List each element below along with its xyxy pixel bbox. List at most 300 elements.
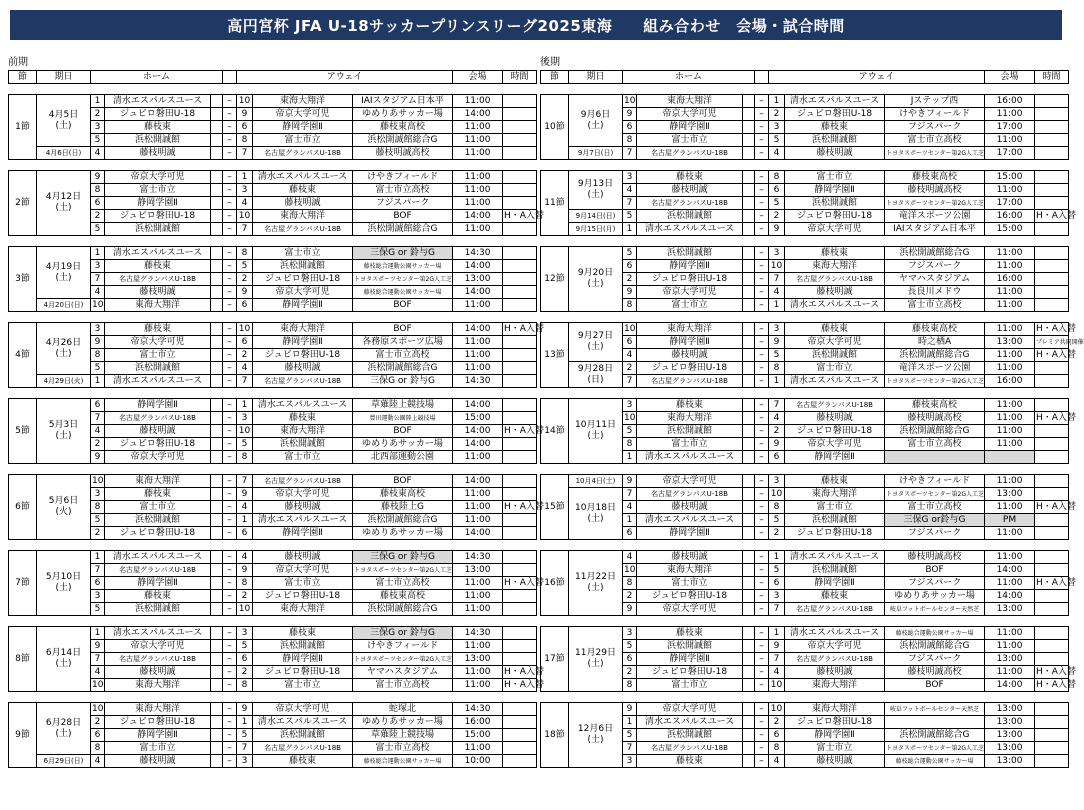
spacer-cell: [743, 134, 755, 147]
home-seed: 3: [623, 399, 637, 412]
remarks: [1035, 299, 1069, 312]
kickoff-time: 16:00: [985, 95, 1035, 108]
venue: 三保G or 鈴与G: [353, 247, 453, 260]
remarks: H・A入替: [1036, 210, 1076, 221]
home-team: 東海大翔洋: [637, 412, 743, 425]
separator-cell: [9, 388, 537, 399]
versus-dash: –: [755, 501, 769, 514]
versus-dash: –: [223, 653, 237, 666]
home-team: 静岡学園Ⅱ: [637, 121, 743, 134]
spacer-cell: [211, 564, 223, 577]
remarks: [503, 590, 537, 603]
spacer-cell: [211, 147, 223, 160]
versus-dash: –: [755, 527, 769, 540]
remarks: [1035, 627, 1069, 640]
home-team: 名古屋グランパスU-18B: [105, 653, 211, 666]
remarks: [1035, 399, 1069, 412]
remarks: H・A入替: [1036, 349, 1076, 360]
spacer-cell: [211, 514, 223, 527]
away-seed: 7: [769, 399, 785, 412]
kickoff-time: 16:00: [985, 273, 1035, 286]
home-seed: 3: [91, 590, 105, 603]
remarks: [503, 475, 537, 488]
home-seed: 6: [623, 653, 637, 666]
venue: 藤枝東高校: [885, 323, 985, 336]
versus-dash: –: [755, 299, 769, 312]
remarks: [1035, 551, 1069, 564]
kickoff-time: 13:00: [453, 273, 503, 286]
home-seed: 6: [91, 399, 105, 412]
spacer-cell: [743, 323, 755, 336]
remarks: [503, 171, 537, 184]
home-seed: 9: [91, 171, 105, 184]
home-seed: 2: [623, 273, 637, 286]
round-separator: [9, 312, 537, 323]
away-team: 静岡学園Ⅱ: [253, 653, 353, 666]
kickoff-time: 11:00: [985, 551, 1035, 564]
away-seed: 5: [769, 197, 785, 210]
spacer-cell: [211, 666, 223, 679]
home-seed: 6: [91, 197, 105, 210]
round-separator: [541, 616, 1069, 627]
remarks: [503, 362, 537, 375]
spacer-cell: [743, 716, 755, 729]
venue: 藤枝明誠高校: [885, 412, 985, 425]
home-team: 富士市立: [637, 438, 743, 451]
home-seed: 9: [623, 108, 637, 121]
home-seed: 10: [624, 95, 636, 106]
round-separator: [541, 388, 1069, 399]
home-seed: 6: [91, 729, 105, 742]
column-header: アウェイ: [769, 71, 985, 84]
versus-dash: –: [223, 349, 237, 362]
venue: 藤枝総合運動公園サッカー場: [353, 755, 453, 768]
remarks: [503, 184, 537, 197]
home-seed: 4: [91, 666, 105, 679]
round-name: 5節: [9, 399, 37, 464]
away-team: 浜松開誠館: [253, 438, 353, 451]
match-date: 5月3日 (土): [37, 399, 91, 464]
versus-dash: –: [223, 603, 237, 616]
remarks: [1035, 260, 1069, 273]
remarks: [1035, 184, 1069, 197]
home-seed: 3: [91, 121, 105, 134]
home-team: 東海大翔洋: [105, 299, 211, 312]
venue: 浜松開誠館総合G: [353, 134, 453, 147]
spacer-cell: [743, 438, 755, 451]
away-seed: 1: [769, 627, 785, 640]
away-seed: 10: [237, 603, 253, 616]
home-seed: 1: [91, 551, 105, 564]
away-seed: 9: [237, 488, 253, 501]
kickoff-time: 11:00: [453, 121, 503, 134]
venue: 浜松開誠館総合G: [885, 729, 985, 742]
versus-dash: –: [223, 223, 237, 236]
away-team: 藤枝明誠: [785, 666, 885, 679]
versus-dash: –: [755, 577, 769, 590]
versus-dash: –: [223, 210, 237, 223]
match-date: 6月28日 (土): [37, 703, 91, 755]
home-team: 帝京大学可児: [105, 640, 211, 653]
remarks: [1035, 147, 1069, 160]
kickoff-time: 11:00: [985, 577, 1035, 590]
venue: ゆめりあサッカー場: [885, 590, 985, 603]
versus-dash: –: [223, 273, 237, 286]
venue: BOF: [353, 475, 453, 488]
kickoff-time: 11:00: [985, 349, 1035, 362]
versus-dash: –: [223, 703, 237, 716]
home-team: 浜松開誠館: [105, 223, 211, 236]
versus-dash: –: [755, 323, 769, 336]
versus-dash: –: [223, 438, 237, 451]
kickoff-time: 14:00: [453, 399, 503, 412]
kickoff-time: 14:00: [453, 438, 503, 451]
versus-dash: –: [223, 742, 237, 755]
separator-cell: [541, 236, 1069, 247]
home-team: 東海大翔洋: [637, 564, 743, 577]
versus-dash: –: [223, 564, 237, 577]
home-team: 藤枝東: [637, 171, 743, 184]
home-seed: 4: [91, 425, 105, 438]
venue: 蛇塚北: [353, 703, 453, 716]
spacer-cell: [211, 716, 223, 729]
away-seed: 5: [237, 438, 253, 451]
match-date: 4月26日 (土): [37, 323, 91, 375]
away-seed: 2: [237, 349, 253, 362]
venue: フジスパーク: [885, 527, 985, 540]
venue: ヤマハスタジアム: [353, 666, 453, 679]
away-team: 浜松開誠館: [785, 134, 885, 147]
home-team: 帝京大学可児: [637, 603, 743, 616]
remarks: [503, 286, 537, 299]
away-team: 藤枝東: [785, 121, 885, 134]
venue: 富士市立高校: [353, 577, 453, 590]
home-team: 浜松開誠館: [105, 514, 211, 527]
home-team: 浜松開誠館: [105, 362, 211, 375]
away-seed: 8: [769, 171, 785, 184]
away-team: ジュビロ磐田U-18: [253, 666, 353, 679]
spacer-cell: [211, 171, 223, 184]
versus-dash: –: [755, 551, 769, 564]
home-team: 浜松開誠館: [637, 729, 743, 742]
spacer-cell: [743, 653, 755, 666]
spacer-cell: [743, 336, 755, 349]
remarks: H・A入替: [504, 210, 544, 221]
home-team: ジュビロ磐田U-18: [637, 273, 743, 286]
away-team: 帝京大学可児: [785, 640, 885, 653]
venue: トヨタスポーツセンター第2G人工芝: [885, 742, 985, 755]
venue: BOF: [353, 210, 453, 223]
home-team: 富士市立: [637, 577, 743, 590]
home-team: ジュビロ磐田U-18: [105, 527, 211, 540]
home-seed: 8: [623, 134, 637, 147]
kickoff-time: 11:00: [453, 640, 503, 653]
home-seed: 7: [91, 653, 105, 666]
away-team: 東海大翔洋: [785, 679, 885, 692]
home-seed: 10: [624, 564, 636, 575]
kickoff-time: 14:00: [985, 679, 1035, 692]
home-team: 名古屋グランパスU-18B: [637, 488, 743, 501]
match-date: 4月29日(火): [37, 375, 91, 388]
match-date: 10月18日 (土): [569, 488, 623, 540]
versus-dash: –: [223, 514, 237, 527]
separator-cell: [541, 160, 1069, 171]
venue: BOF: [353, 299, 453, 312]
versus-dash: –: [755, 184, 769, 197]
venue: 富士市立高校: [353, 679, 453, 692]
versus-dash: –: [755, 362, 769, 375]
separator-cell: [541, 692, 1069, 703]
home-seed: 8: [91, 742, 105, 755]
home-seed: 5: [91, 223, 105, 236]
away-seed: 8: [237, 451, 253, 464]
venue: 浜松開誠館総合G: [353, 514, 453, 527]
away-team: 浜松開誠館: [785, 514, 885, 527]
remarks: [503, 299, 537, 312]
versus-dash: –: [223, 108, 237, 121]
match-row: [541, 223, 1069, 236]
home-team: 藤枝明誠: [637, 349, 743, 362]
remarks: [503, 134, 537, 147]
kickoff-time: 11:00: [453, 514, 503, 527]
venue: BOF: [885, 564, 985, 577]
remarks: [503, 247, 537, 260]
remarks: H・A入替: [504, 679, 544, 690]
spacer-cell: [211, 362, 223, 375]
away-team: 藤枝明誠: [785, 755, 885, 768]
venue: フジスパーク: [885, 260, 985, 273]
venue: IAIスタジアム日本平: [885, 223, 985, 236]
versus-dash: –: [755, 108, 769, 121]
versus-dash: –: [755, 273, 769, 286]
venue: 富士市立高校: [885, 134, 985, 147]
home-team: 東海大翔洋: [105, 475, 211, 488]
versus-dash: –: [755, 679, 769, 692]
away-seed: 4: [769, 412, 785, 425]
venue: トヨタスポーツセンター第2G人工芝: [885, 147, 985, 160]
kickoff-time: 11:00: [453, 666, 503, 679]
home-seed: 3: [623, 627, 637, 640]
away-seed: 8: [237, 247, 253, 260]
home-team: 静岡学園Ⅱ: [105, 577, 211, 590]
kickoff-time: 11:00: [453, 349, 503, 362]
home-team: 富士市立: [105, 349, 211, 362]
away-team: 東海大翔洋: [253, 323, 353, 336]
versus-dash: –: [223, 399, 237, 412]
home-seed: 4: [623, 184, 637, 197]
away-seed: 5: [769, 349, 785, 362]
remarks: H・A入替: [1036, 679, 1076, 690]
round-name: 12節: [541, 247, 569, 312]
versus-dash: –: [755, 197, 769, 210]
home-team: 静岡学園Ⅱ: [105, 197, 211, 210]
away-team: 名古屋グランパスU-18B: [253, 475, 353, 488]
versus-dash: –: [223, 299, 237, 312]
kickoff-time: 11:00: [453, 171, 503, 184]
home-seed: 2: [91, 527, 105, 540]
round-name: 16節: [541, 551, 569, 616]
away-seed: 5: [769, 564, 785, 577]
venue: 豊田運動公園陸上競技場: [353, 412, 453, 425]
header-spacer: [755, 71, 769, 84]
away-team: ジュビロ磐田U-18: [785, 108, 885, 121]
match-row: [9, 551, 537, 564]
home-team: 藤枝東: [105, 323, 211, 336]
home-team: 清水エスパルスユース: [637, 716, 743, 729]
venue: [885, 451, 985, 464]
home-seed: 10: [92, 475, 104, 486]
home-team: 藤枝明誠: [637, 501, 743, 514]
away-seed: 8: [237, 134, 253, 147]
home-team: 静岡学園Ⅱ: [637, 336, 743, 349]
kickoff-time: 13:00: [453, 564, 503, 577]
round-separator: [9, 540, 537, 551]
away-seed: 9: [769, 438, 785, 451]
away-seed: 9: [237, 703, 253, 716]
venue: トヨタスポーツセンター第2G人工芝: [353, 564, 453, 577]
spacer-cell: [743, 375, 755, 388]
away-seed: 6: [237, 299, 253, 312]
header-spacer: [223, 71, 237, 84]
round-name: 13節: [541, 323, 569, 388]
spacer-cell: [211, 260, 223, 273]
kickoff-time: 11:00: [453, 603, 503, 616]
away-seed: 6: [769, 451, 785, 464]
remarks: [1035, 603, 1069, 616]
spacer-cell: [211, 134, 223, 147]
spacer-cell: [743, 171, 755, 184]
away-seed: 3: [237, 627, 253, 640]
spacer-cell: [743, 247, 755, 260]
away-team: 静岡学園Ⅱ: [785, 451, 885, 464]
match-row: [541, 323, 1069, 336]
match-date: 4月5日 (土): [37, 95, 91, 147]
remarks: [1035, 514, 1069, 527]
home-team: 帝京大学可児: [105, 171, 211, 184]
venue: 藤枝東高校: [353, 121, 453, 134]
home-team: 藤枝明誠: [105, 147, 211, 160]
home-seed: 8: [623, 679, 637, 692]
round-name: 7節: [9, 551, 37, 616]
kickoff-time: 11:00: [453, 336, 503, 349]
away-team: 富士市立: [785, 742, 885, 755]
away-seed: 3: [237, 755, 253, 768]
home-seed: 6: [623, 336, 637, 349]
home-seed: 7: [91, 273, 105, 286]
spacer-cell: [743, 273, 755, 286]
away-seed: 1: [769, 375, 785, 388]
home-team: 静岡学園Ⅱ: [105, 399, 211, 412]
kickoff-time: 13:00: [985, 603, 1035, 616]
remarks: [503, 438, 537, 451]
spacer-cell: [743, 742, 755, 755]
home-seed: 4: [91, 286, 105, 299]
venue: 竜洋スポーツ公園: [885, 362, 985, 375]
spacer-cell: [211, 627, 223, 640]
remarks: H・A入替: [504, 425, 544, 436]
versus-dash: –: [223, 323, 237, 336]
kickoff-time: 11:00: [985, 323, 1035, 336]
home-team: 名古屋グランパスU-18B: [105, 564, 211, 577]
kickoff-time: 11:00: [453, 184, 503, 197]
round-separator: [541, 464, 1069, 475]
match-row: [541, 247, 1069, 260]
home-team: ジュビロ磐田U-18: [637, 362, 743, 375]
home-team: 清水エスパルスユース: [637, 514, 743, 527]
spacer-cell: [211, 451, 223, 464]
versus-dash: –: [755, 223, 769, 236]
round-separator: [541, 236, 1069, 247]
spacer-cell: [743, 703, 755, 716]
away-seed: 4: [237, 197, 253, 210]
spacer-cell: [211, 412, 223, 425]
versus-dash: –: [755, 425, 769, 438]
versus-dash: –: [223, 501, 237, 514]
remarks: H・A入替: [1036, 501, 1076, 512]
round-name: 11節: [541, 171, 569, 236]
away-seed: 2: [769, 716, 785, 729]
away-seed: 6: [769, 184, 785, 197]
away-seed: 2: [237, 590, 253, 603]
remarks: [1035, 273, 1069, 286]
home-seed: 5: [91, 362, 105, 375]
home-team: 静岡学園Ⅱ: [637, 527, 743, 540]
home-seed: 3: [623, 755, 637, 768]
away-seed: 6: [237, 336, 253, 349]
away-seed: 9: [237, 108, 253, 121]
away-seed: 10: [237, 323, 253, 336]
home-seed: 1: [623, 451, 637, 464]
away-seed: 2: [769, 210, 785, 223]
kickoff-time: 11:00: [453, 742, 503, 755]
spacer-cell: [743, 197, 755, 210]
kickoff-time: 11:00: [453, 451, 503, 464]
kickoff-time: 14:00: [453, 527, 503, 540]
away-team: 東海大翔洋: [785, 488, 885, 501]
spacer-cell: [211, 501, 223, 514]
away-team: 藤枝東: [785, 247, 885, 260]
venue: 藤枝明誠高校: [353, 147, 453, 160]
away-seed: 6: [769, 729, 785, 742]
home-team: 東海大翔洋: [637, 323, 743, 336]
spacer-cell: [743, 184, 755, 197]
remarks: [503, 375, 537, 388]
versus-dash: –: [755, 399, 769, 412]
home-team: ジュビロ磐田U-18: [105, 210, 211, 223]
away-seed: 7: [237, 742, 253, 755]
home-seed: 5: [91, 514, 105, 527]
venue: 富士市立高校: [353, 184, 453, 197]
home-team: 浜松開誠館: [637, 640, 743, 653]
match-row: [541, 147, 1069, 160]
spacer-cell: [211, 286, 223, 299]
home-seed: 7: [623, 147, 637, 160]
venue: フジスパーク: [885, 653, 985, 666]
spacer-cell: [743, 260, 755, 273]
match-date: 4月6日(日): [37, 147, 91, 160]
spacer-cell: [743, 223, 755, 236]
match-date: 9月15日(月): [569, 223, 623, 236]
remarks: [1035, 171, 1069, 184]
away-team: 名古屋グランパスU-18B: [785, 399, 885, 412]
column-header: ホーム: [623, 71, 755, 84]
versus-dash: –: [223, 755, 237, 768]
versus-dash: –: [223, 679, 237, 692]
kickoff-time: 11:00: [453, 299, 503, 312]
versus-dash: –: [755, 95, 769, 108]
home-team: 浜松開誠館: [637, 210, 743, 223]
away-team: 浜松開誠館: [253, 260, 353, 273]
